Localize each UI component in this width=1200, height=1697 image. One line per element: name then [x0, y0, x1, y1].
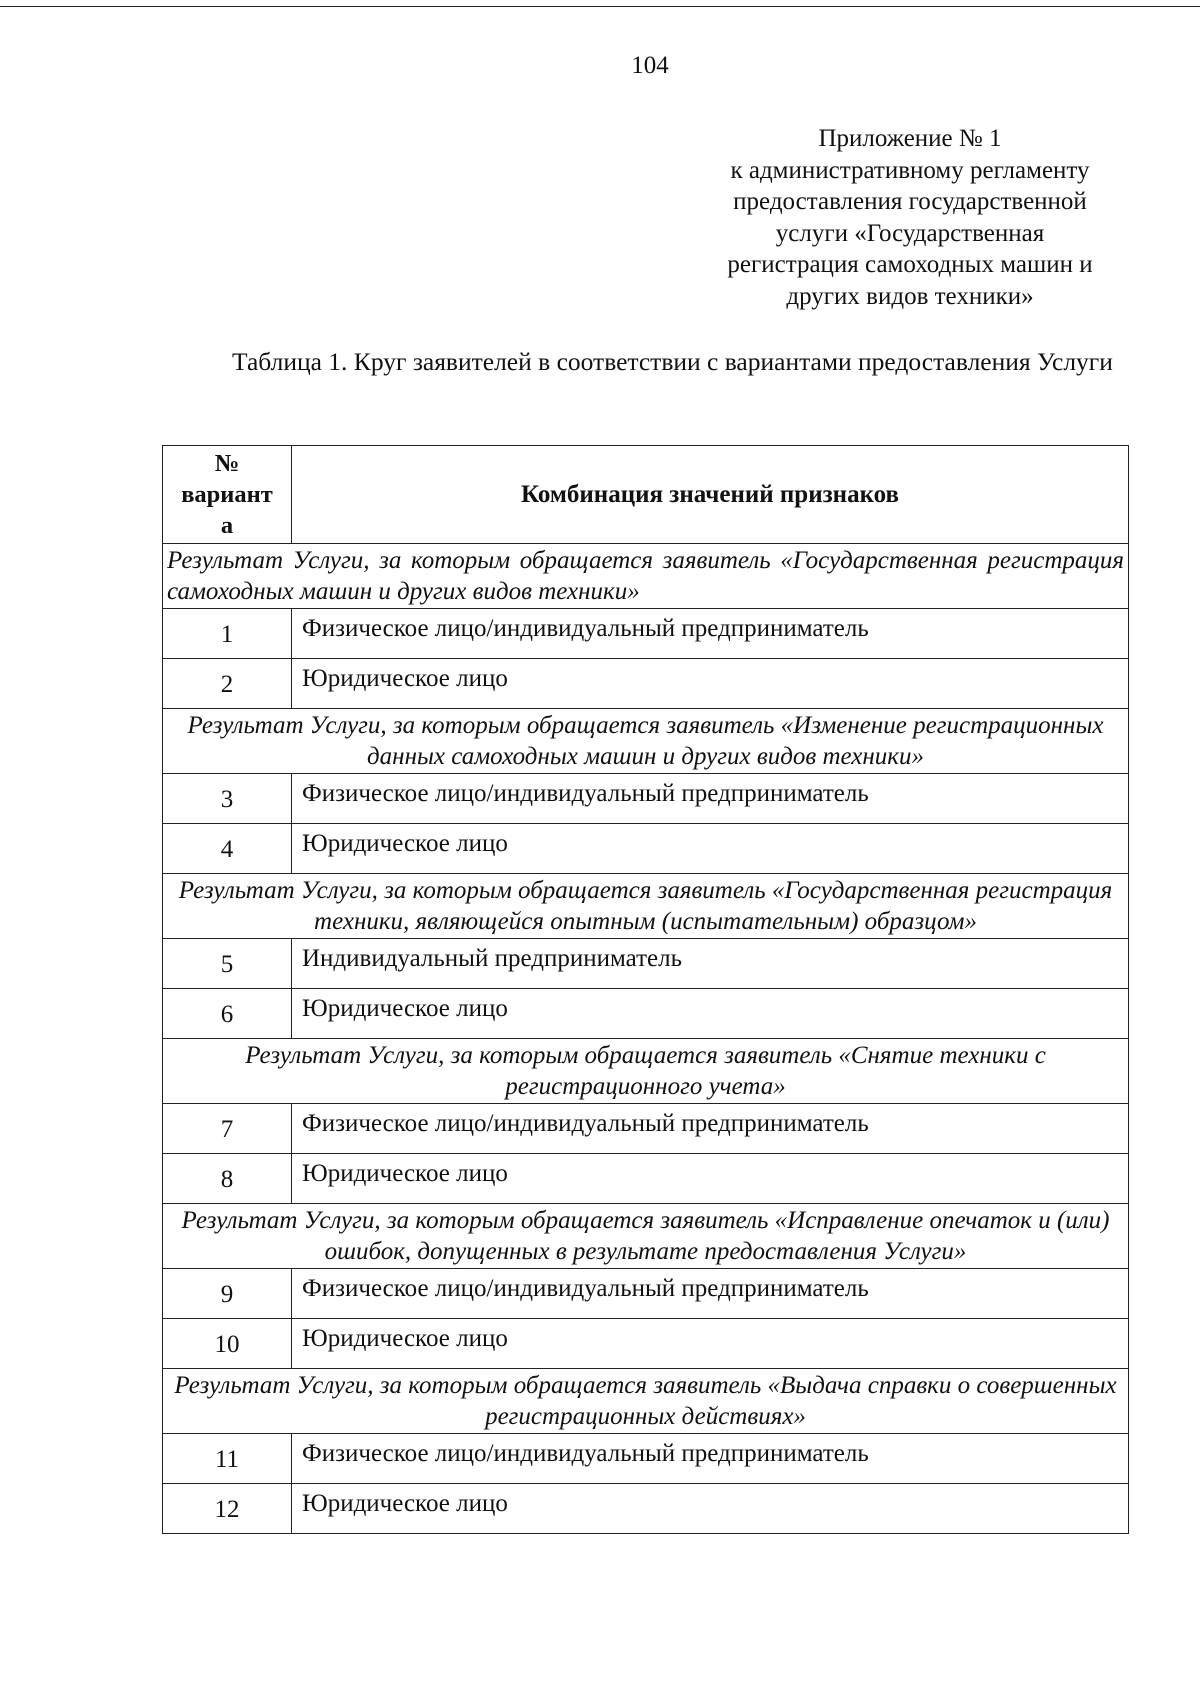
table-header-row: [163, 446, 1129, 544]
combination-header: Комбинация значений признаков: [292, 446, 1129, 544]
top-border-line: [0, 6, 1200, 7]
table-caption: Таблица 1. Круг заявителей в соответствии с вариантами предоставления Услуги: [232, 347, 1113, 376]
result-description: Результат Услуги, за которым обращается заявитель «Снятие техники с регистрационного учета»: [163, 1039, 1129, 1104]
applicant-type: Физическое лицо/индивидуальный предприниматель: [292, 1104, 1129, 1154]
result-description: Результат Услуги, за которым обращается заявитель «Исправление опечаток и (или) ошибок, допущенных в результате предоставления Услуги»: [163, 1204, 1129, 1269]
variant-number-header: [163, 446, 292, 544]
table-row: [163, 1269, 1129, 1319]
variants-table: [162, 445, 1129, 1534]
header-line: а: [220, 512, 234, 539]
result-group-row: [163, 874, 1129, 939]
variant-number: 12: [163, 1484, 292, 1534]
applicant-type: Юридическое лицо: [292, 1319, 1129, 1369]
table-row: [163, 659, 1129, 709]
page-number: 104: [631, 52, 669, 79]
appendix-line: Приложение № 1: [818, 125, 1002, 152]
applicant-type: Физическое лицо/индивидуальный предприниматель: [292, 1434, 1129, 1484]
variant-number: 6: [163, 989, 292, 1039]
applicant-type: Физическое лицо/индивидуальный предприниматель: [292, 774, 1129, 824]
applicant-type: Физическое лицо/индивидуальный предприниматель: [292, 1269, 1129, 1319]
variant-number: 3: [163, 774, 292, 824]
variant-number: 4: [163, 824, 292, 874]
table-row: [163, 1104, 1129, 1154]
variant-number: 5: [163, 939, 292, 989]
result-group-row: [163, 1369, 1129, 1434]
appendix-line: услуги «Государственная: [775, 219, 1045, 247]
result-group-row: [163, 544, 1129, 609]
table-row: [163, 1319, 1129, 1369]
table-row: [163, 1154, 1129, 1204]
appendix-line: других видов техники»: [786, 282, 1034, 310]
table-row: [163, 989, 1129, 1039]
table-row: [163, 1484, 1129, 1534]
appendix-line: регистрация самоходных машин и: [727, 251, 1093, 278]
result-group-row: [163, 1204, 1129, 1269]
applicant-type: Юридическое лицо: [292, 1154, 1129, 1204]
variant-number: 11: [163, 1434, 292, 1484]
table-row: [163, 824, 1129, 874]
result-description: Результат Услуги, за которым обращается заявитель «Изменение регистрационных данных самоходных машин и других видов техники»: [163, 709, 1129, 774]
result-description: Результат Услуги, за которым обращается заявитель «Государственная регистрация самоходных машин и других видов техники»: [163, 544, 1129, 609]
variant-number: 9: [163, 1269, 292, 1319]
applicant-type: Юридическое лицо: [292, 989, 1129, 1039]
result-description: Результат Услуги, за которым обращается заявитель «Выдача справки о совершенных регистрационных действиях»: [163, 1369, 1129, 1434]
table-row: [163, 609, 1129, 659]
table-row: [163, 1434, 1129, 1484]
header-line: №: [214, 450, 240, 477]
applicant-type: Физическое лицо/индивидуальный предприниматель: [292, 609, 1129, 659]
variant-number: 1: [163, 609, 292, 659]
result-description: Результат Услуги, за которым обращается заявитель «Государственная регистрация техники, являющейся опытным (испытательным) образцом»: [163, 874, 1129, 939]
variant-number: 2: [163, 659, 292, 709]
table-row: [163, 939, 1129, 989]
table-row: [163, 774, 1129, 824]
applicant-type: Юридическое лицо: [292, 824, 1129, 874]
variant-number: 8: [163, 1154, 292, 1204]
applicant-type: Юридическое лицо: [292, 1484, 1129, 1534]
applicant-type: Индивидуальный предприниматель: [292, 939, 1129, 989]
result-group-row: [163, 1039, 1129, 1104]
variant-number: 7: [163, 1104, 292, 1154]
variant-number: 10: [163, 1319, 292, 1369]
appendix-header: [690, 123, 1130, 312]
header-line: вариант: [181, 481, 273, 508]
applicant-type: Юридическое лицо: [292, 659, 1129, 709]
result-group-row: [163, 709, 1129, 774]
appendix-line: предоставления государственной: [733, 188, 1087, 215]
appendix-line: к административному регламенту: [730, 156, 1090, 184]
